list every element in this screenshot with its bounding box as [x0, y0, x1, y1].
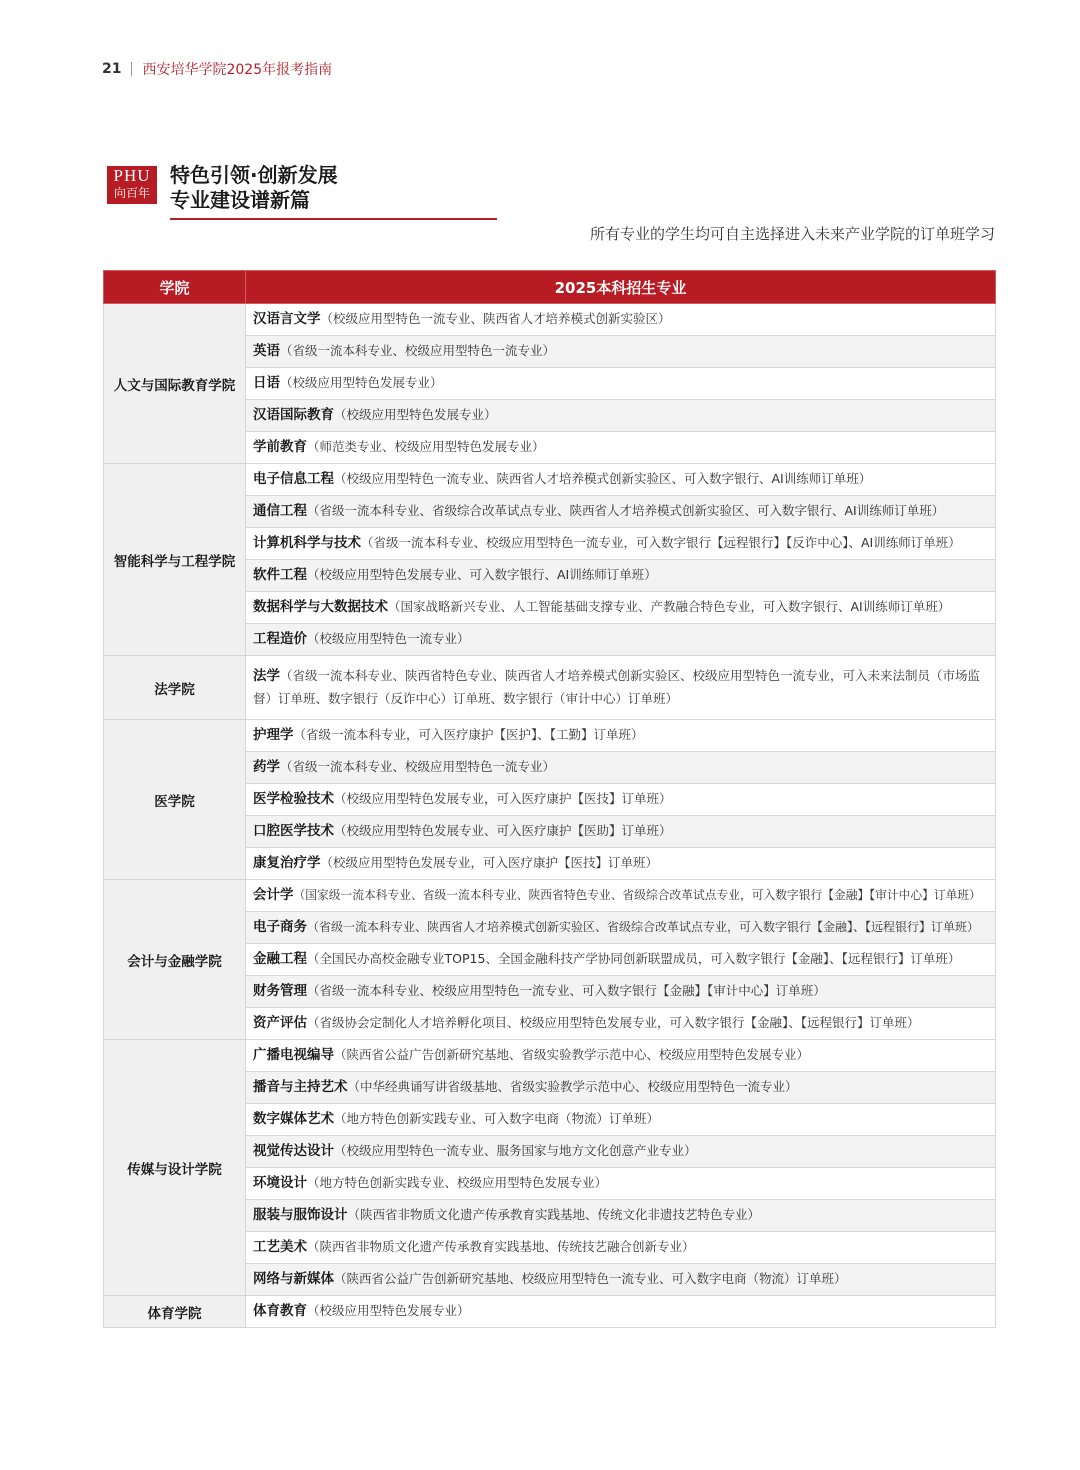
major-name: 视觉传达设计: [253, 1143, 334, 1159]
major-name: 会计学: [253, 887, 294, 903]
phu-logo: [107, 166, 157, 204]
major-cell: [246, 1072, 996, 1104]
major-name: 通信工程: [253, 503, 307, 519]
major-name: 英语: [253, 343, 280, 359]
college-name: 医学院: [104, 720, 246, 880]
major-name: 体育教育: [253, 1303, 307, 1319]
major-name: 金融工程: [253, 951, 307, 967]
header-college: 学院: [104, 271, 246, 304]
college-name: 体育学院: [104, 1296, 246, 1328]
major-cell: [246, 464, 996, 496]
major-name: 工艺美术: [253, 1239, 307, 1255]
major-note: （校级应用型特色发展专业、可入数字银行、AI训练师订单班）: [307, 567, 657, 582]
title-underline: [170, 218, 497, 220]
major-note: （省级协会定制化人才培养孵化项目、校级应用型特色发展专业，可入数字银行【金融】、【远程银行】订单班）: [307, 1015, 920, 1030]
major-name: 广播电视编导: [253, 1047, 334, 1063]
logo-line1: PHU: [113, 166, 151, 185]
major-name: 法学: [253, 667, 280, 684]
major-name: 软件工程: [253, 567, 307, 583]
page-header: [102, 59, 332, 79]
major-name: 口腔医学技术: [253, 823, 334, 839]
section-title: [170, 163, 338, 213]
major-note: （地方特色创新实践专业、可入数字电商（物流）订单班）: [334, 1111, 660, 1126]
major-cell: [246, 752, 996, 784]
table-body: [104, 304, 996, 1328]
major-note: （国家战略新兴专业、人工智能基础支撑专业、产教融合特色专业，可入数字银行、AI训练师订单班）: [388, 599, 951, 614]
major-cell: [246, 624, 996, 656]
major-note: （省级一流本科专业、校级应用型特色一流专业、可入数字银行【金融】【审计中心】订单班）: [307, 983, 826, 998]
major-name: 电子信息工程: [253, 471, 334, 487]
major-cell: [246, 1200, 996, 1232]
major-note: （陕西省公益广告创新研究基地、省级实验教学示范中心、校级应用型特色发展专业）: [334, 1047, 810, 1062]
major-cell: [246, 1136, 996, 1168]
table-row: [104, 656, 996, 720]
college-name: 法学院: [104, 656, 246, 720]
major-name: 计算机科学与技术: [253, 535, 361, 551]
major-name: 汉语国际教育: [253, 407, 334, 423]
major-note: （地方特色创新实践专业、校级应用型特色发展专业）: [307, 1175, 608, 1190]
major-note: （省级一流本科专业、陕西省人才培养模式创新实验区、省级综合改革试点专业，可入数字银行【金融】、【远程银行】订单班）: [307, 920, 980, 934]
section-title-line2: 专业建设谱新篇: [170, 188, 310, 212]
major-cell: [246, 496, 996, 528]
major-note: （师范类专业、校级应用型特色发展专业）: [307, 439, 545, 454]
major-note: （校级应用型特色发展专业，可入医疗康护【医技】订单班）: [334, 791, 672, 806]
major-name: 药学: [253, 759, 280, 775]
major-cell: [246, 336, 996, 368]
major-cell: [246, 400, 996, 432]
major-name: 电子商务: [253, 919, 307, 935]
major-note: （省级一流本科专业、校级应用型特色一流专业）: [280, 759, 556, 774]
major-note: （校级应用型特色一流专业、服务国家与地方文化创意产业专业）: [334, 1143, 697, 1158]
major-note: （省级一流本科专业、校级应用型特色一流专业）: [280, 343, 556, 358]
major-name: 工程造价: [253, 631, 307, 647]
logo-line2: 向百年: [113, 186, 150, 200]
major-cell: [246, 784, 996, 816]
major-cell: [246, 1296, 996, 1328]
major-note: （陕西省非物质文化遗产传承教育实践基地、传统文化非遗技艺特色专业）: [347, 1207, 761, 1222]
major-name: 服装与服饰设计: [253, 1207, 348, 1223]
major-note: （校级应用型特色一流专业）: [307, 631, 470, 646]
major-cell: [246, 304, 996, 336]
major-cell: [246, 432, 996, 464]
college-name: 传媒与设计学院: [104, 1040, 246, 1296]
table-row: [104, 464, 996, 496]
header-title: 西安培华学院2025年报考指南: [142, 62, 333, 78]
major-note: （陕西省非物质文化遗产传承教育实践基地、传统技艺融合创新专业）: [307, 1239, 695, 1254]
major-note: （国家级一流本科专业、省级一流本科专业、陕西省特色专业、省级综合改革试点专业，可入数字银行【金融】【审计中心】订单班）: [293, 888, 981, 902]
major-name: 数字媒体艺术: [253, 1111, 334, 1127]
major-cell: [246, 1040, 996, 1072]
major-cell: [246, 720, 996, 752]
major-note: （省级一流本科专业，可入医疗康护【医护】、【工勤】订单班）: [293, 727, 644, 742]
major-name: 医学检验技术: [253, 791, 334, 807]
major-note: （校级应用型特色发展专业）: [334, 407, 497, 422]
major-cell: [246, 1232, 996, 1264]
major-cell: [246, 560, 996, 592]
table-row: [104, 304, 996, 336]
major-name: 日语: [253, 375, 280, 391]
section-subtitle: 所有专业的学生均可自主选择进入未来产业学院的订单班学习: [589, 225, 995, 243]
major-note: （中华经典诵写讲省级基地、省级实验教学示范中心、校级应用型特色一流专业）: [347, 1079, 798, 1094]
major-name: 护理学: [253, 727, 294, 743]
major-cell: [246, 1104, 996, 1136]
table-row: [104, 1296, 996, 1328]
major-cell: [246, 912, 996, 944]
table-header-row: [104, 271, 996, 304]
major-cell: [246, 816, 996, 848]
major-note: （校级应用型特色发展专业）: [280, 375, 443, 390]
major-name: 播音与主持艺术: [253, 1079, 348, 1095]
major-cell: [246, 976, 996, 1008]
major-cell: [246, 1008, 996, 1040]
major-cell: [246, 528, 996, 560]
major-name: 汉语言文学: [253, 311, 321, 327]
header-majors: 2025本科招生专业: [246, 271, 996, 304]
major-note: （校级应用型特色一流专业、陕西省人才培养模式创新实验区）: [320, 311, 671, 326]
header-divider: [131, 62, 132, 76]
table-row: [104, 1040, 996, 1072]
section-title-line1: 特色引领·创新发展: [170, 163, 338, 187]
major-note: （省级一流本科专业、陕西省特色专业、陕西省人才培养模式创新实验区、校级应用型特色一流专业，可入未来法制员（市场监督）订单班、数字银行（反诈中心）订单班、数字银行（审计中心）订单班）: [253, 667, 981, 706]
major-note: （校级应用型特色发展专业，可入医疗康护【医技】订单班）: [320, 855, 659, 870]
table-row: [104, 720, 996, 752]
major-cell: [246, 1264, 996, 1296]
major-note: （省级一流本科专业、省级综合改革试点专业、陕西省人才培养模式创新实验区、可入数字银行、AI训练师订单班）: [307, 503, 945, 518]
college-name: 会计与金融学院: [104, 880, 246, 1040]
major-cell: [246, 848, 996, 880]
major-name: 数据科学与大数据技术: [253, 599, 388, 615]
major-name: 财务管理: [253, 983, 307, 999]
major-cell: [246, 656, 996, 720]
college-name: 智能科学与工程学院: [104, 464, 246, 656]
major-cell: [246, 944, 996, 976]
major-cell: [246, 592, 996, 624]
major-name: 学前教育: [253, 439, 307, 455]
major-cell: [246, 368, 996, 400]
major-note: （校级应用型特色发展专业、可入医疗康护【医助】订单班）: [334, 823, 672, 838]
major-note: （校级应用型特色一流专业、陕西省人才培养模式创新实验区、可入数字银行、AI训练师订单班）: [334, 471, 872, 486]
major-name: 康复治疗学: [253, 855, 321, 871]
major-name: 网络与新媒体: [253, 1271, 334, 1287]
college-name: 人文与国际教育学院: [104, 304, 246, 464]
major-cell: [246, 880, 996, 912]
majors-table: [103, 270, 996, 1328]
major-name: 资产评估: [253, 1015, 307, 1031]
major-note: （省级一流本科专业、校级应用型特色一流专业，可入数字银行【远程银行】【反诈中心】、AI训练师订单班）: [361, 535, 961, 550]
table-row: [104, 880, 996, 912]
major-note: （校级应用型特色发展专业）: [307, 1303, 470, 1318]
major-name: 环境设计: [253, 1175, 307, 1191]
major-cell: [246, 1168, 996, 1200]
page-number: 21: [102, 61, 122, 77]
major-note: （陕西省公益广告创新研究基地、校级应用型特色一流专业、可入数字电商（物流）订单班）: [334, 1271, 847, 1286]
major-note: （全国民办高校金融专业TOP15、全国金融科技产学协同创新联盟成员，可入数字银行【金融】、【远程银行】订单班）: [307, 951, 961, 966]
